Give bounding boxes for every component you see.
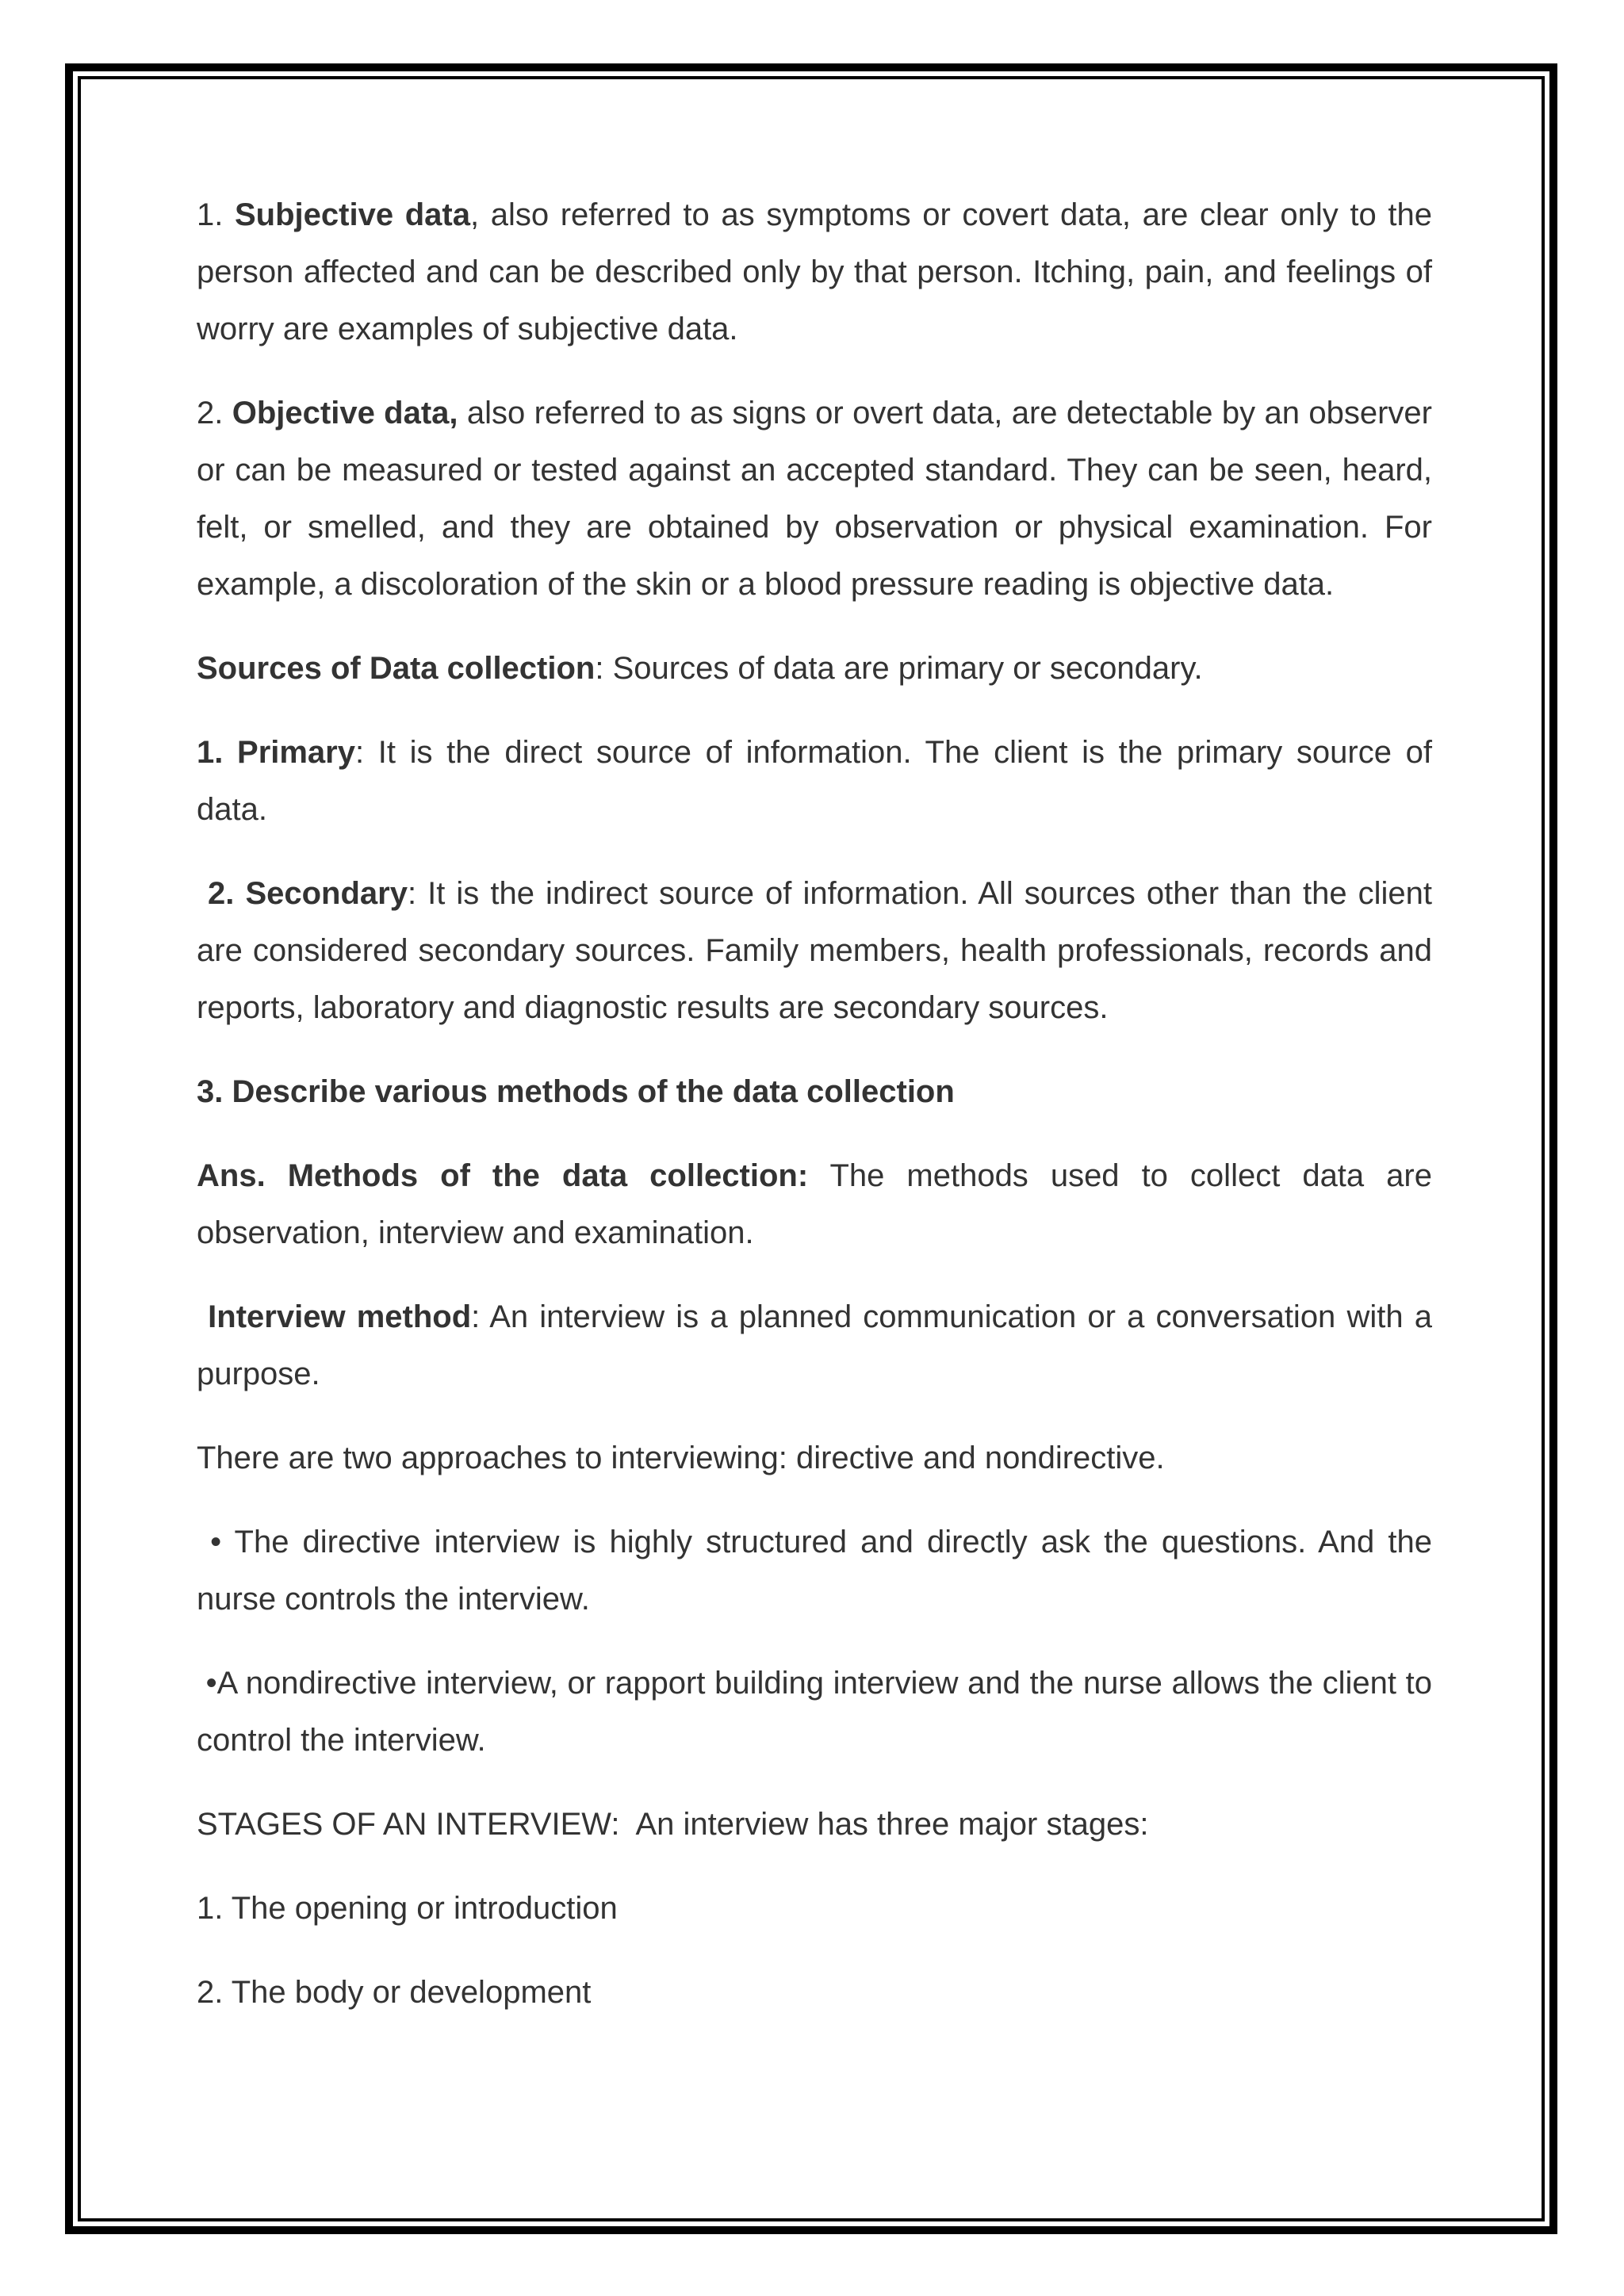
- term-secondary: 2. Secondary: [197, 876, 408, 911]
- paragraph-interview-method: [197, 1288, 1442, 1402]
- question-heading: [197, 1063, 1432, 1120]
- paragraph-approaches: [197, 1429, 1432, 1487]
- term-primary: 1. Primary: [197, 735, 355, 770]
- stage-item-body: [197, 1964, 1432, 2021]
- paragraph-text: • The directive interview is highly structured and directly ask the questions. And the nurse controls the interview.: [197, 1525, 1442, 1617]
- paragraph-text: also referred to as signs or overt data, are detectable by an observer or can be measured or tested against an accepted standard. They can be seen, heard, felt, or smelled, and they are obtained by observation or physical examination. For example, a discoloration of the skin or a blood pressure reading is objective data.: [197, 396, 1432, 602]
- paragraph-text: : An interview is a planned communication or a conversation with a purpose.: [197, 1299, 1442, 1391]
- term-methods: Ans. Methods of the data collection:: [197, 1158, 809, 1193]
- paragraph-stages: [197, 1796, 1432, 1853]
- paragraph-text: 2. The body or development: [197, 1975, 592, 2010]
- paragraph-text: : It is the indirect source of information. All sources other than the client are considered secondary sources. Family members, health professionals, records and reports, laboratory and diagnostic results are secondary sources.: [197, 876, 1442, 1025]
- paragraph-sources: [197, 640, 1432, 697]
- paragraph-text: : Sources of data are primary or secondary.: [595, 651, 1203, 686]
- paragraph-objective-data: [197, 385, 1432, 613]
- bullet-directive: [197, 1513, 1442, 1628]
- paragraph-text: : It is the direct source of information. The client is the primary source of data.: [197, 735, 1432, 827]
- paragraph-text: The methods used to collect data are observation, interview and examination.: [197, 1158, 1432, 1250]
- stage-item-opening: [197, 1880, 1432, 1937]
- paragraph-primary: [197, 724, 1432, 838]
- list-number: 2.: [197, 396, 232, 430]
- term-subjective-data: Subjective data: [235, 197, 470, 232]
- document-body: [197, 186, 1442, 2048]
- paragraph-answer-methods: [197, 1147, 1432, 1261]
- list-number: 1.: [197, 197, 235, 232]
- bullet-nondirective: [197, 1655, 1442, 1769]
- paragraph-text: 1. The opening or introduction: [197, 1891, 618, 1926]
- term-sources: Sources of Data collection: [197, 651, 596, 686]
- term-interview-method: Interview method: [197, 1299, 472, 1334]
- paragraph-text: •A nondirective interview, or rapport building interview and the nurse allows the client to control the interview.: [197, 1666, 1442, 1758]
- paragraph-text: , also referred to as symptoms or covert data, are clear only to the person affected and can be described only by that person. Itching, pain, and feelings of worry are examples of subjective data.: [197, 197, 1432, 346]
- paragraph-secondary: [197, 865, 1442, 1036]
- paragraph-text: There are two approaches to interviewing: directive and nondirective.: [197, 1441, 1165, 1475]
- term-objective-data: Objective data,: [232, 396, 458, 430]
- question-text: 3. Describe various methods of the data collection: [197, 1074, 955, 1109]
- paragraph-text: STAGES OF AN INTERVIEW: An interview has three major stages:: [197, 1807, 1149, 1842]
- paragraph-subjective-data: [197, 186, 1432, 358]
